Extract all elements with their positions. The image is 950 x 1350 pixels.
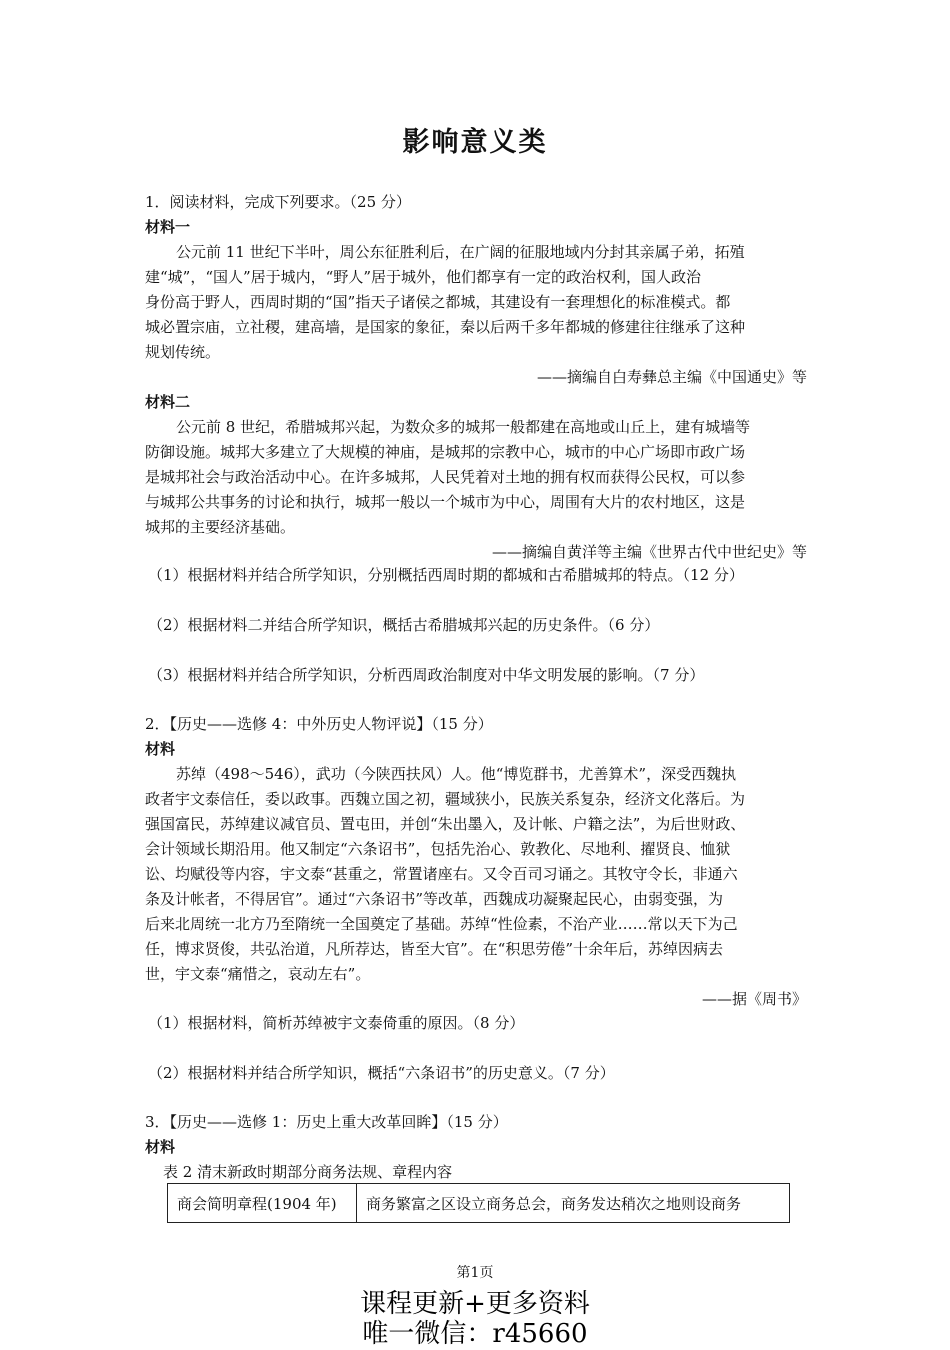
- material-1-label: 材料一: [145, 218, 191, 236]
- material-line: 城邦的主要经济基础。: [145, 518, 296, 536]
- material-1-text: [145, 240, 807, 365]
- question-1-sub-1: （1）根据材料并结合所学知识，分别概括西周时期的都城和古希腊城邦的特点。（12 分）: [148, 566, 744, 584]
- material-line: 会计领域长期沿用。他又制定“六条诏书”，包括先治心、敦教化、尽地利、擢贤良、恤狱: [145, 840, 731, 858]
- question-2-sub-1: （1）根据材料，简析苏绰被宇文泰倚重的原因。（8 分）: [148, 1014, 525, 1032]
- question-2-source: ——据《周书》: [701, 990, 807, 1008]
- material-line: 强国富民，苏绰建议减官员、置屯田，并创“朱出墨入，及计帐、户籍之法”，为后世财政、: [145, 815, 746, 833]
- question-2-material-label: 材料: [145, 740, 176, 758]
- material-line: 城必置宗庙，立社稷，建高墙，是国家的象征，秦以后两千多年都城的修建往往继承了这种: [145, 318, 746, 336]
- material-line: 规划传统。: [145, 343, 221, 361]
- promo-line-2: 唯一微信：r45660: [362, 1319, 588, 1349]
- question-1-header: 1．阅读材料，完成下列要求。（25 分）: [145, 193, 411, 211]
- material-2-source: ——摘编自黄洋等主编《世界古代中世纪史》等: [491, 543, 807, 561]
- material-line: 公元前 11 世纪下半叶，周公东征胜利后，在广阔的征服地域内分封其亲属子弟，拓殖: [176, 243, 745, 261]
- question-3: [145, 1110, 807, 1185]
- question-3-material-label: 材料: [145, 1138, 176, 1156]
- material-line: 建“城”，“国人”居于城内，“野人”居于城外，他们都享有一定的政治权利，国人政治: [145, 268, 702, 286]
- question-2-material-text: [145, 762, 807, 987]
- material-line: 是城邦社会与政治活动中心。在许多城邦，人民凭着对土地的拥有权而获得公民权，可以参: [145, 468, 746, 486]
- commerce-law-table: [167, 1183, 790, 1223]
- material-line: 身份高于野人，西周时期的“国”指天子诸侯之都城，其建设有一套理想化的标准模式。都: [145, 293, 731, 311]
- material-line: 苏绰（498～546），武功（今陕西扶风）人。他“博览群书，尤善算术”，深受西魏执: [176, 765, 737, 783]
- question-1: [145, 190, 807, 565]
- question-2: [145, 712, 807, 1012]
- material-line: 世，宇文泰“痛惜之，哀动左右”。: [145, 965, 371, 983]
- material-line: 条及计帐者，不得居官”。通过“六条诏书”等改革，西魏成功凝聚起民心，由弱变强，为: [145, 890, 724, 908]
- question-1-sub-2: （2）根据材料二并结合所学知识，概括古希腊城邦兴起的历史条件。（6 分）: [148, 616, 660, 634]
- material-line: 后来北周统一北方乃至隋统一全国奠定了基础。苏绰“性俭素，不治产业……常以天下为己: [145, 915, 738, 933]
- material-line: 公元前 8 世纪，希腊城邦兴起，为数众多的城邦一般都建在高地或山丘上，建有城墙等: [176, 418, 751, 436]
- material-line: 政者宇文泰信任，委以政事。西魏立国之初，疆域狭小，民族关系复杂，经济文化落后。为: [145, 790, 746, 808]
- table-row: [168, 1184, 790, 1223]
- material-2-label: 材料二: [145, 393, 191, 411]
- material-line: 防御设施。城邦大多建立了大规模的神庙，是城邦的宗教中心，城市的中心广场即市政广场: [145, 443, 746, 461]
- material-2-text: [145, 415, 807, 540]
- page-number: 第1页: [456, 1265, 494, 1281]
- table-caption: 表 2 清末新政时期部分商务法规、章程内容: [163, 1163, 453, 1181]
- question-2-sub-2: （2）根据材料并结合所学知识，概括“六条诏书”的历史意义。（7 分）: [148, 1064, 615, 1082]
- table-cell-name: 商会简明章程(1904 年): [168, 1184, 357, 1223]
- material-line: 与城邦公共事务的讨论和执行，城邦一般以一个城市为中心，周围有大片的农村地区，这是: [145, 493, 746, 511]
- table-cell-content: 商务繁富之区设立商务总会，商务发达稍次之地则设商务: [357, 1184, 790, 1223]
- material-1-source: ——摘编自白寿彝总主编《中国通史》等: [536, 368, 807, 386]
- material-line: 讼、均赋役等内容，宇文泰“甚重之，常置诸座右。又令百司习诵之。其牧守令长，非通六: [145, 865, 738, 883]
- question-2-header: 2．【历史——选修 4：中外历史人物评说】（15 分）: [145, 715, 493, 733]
- question-3-header: 3．【历史——选修 1：历史上重大改革回眸】（15 分）: [145, 1113, 508, 1131]
- page-title: 影响意义类: [402, 127, 548, 158]
- promo-line-1: 课程更新+更多资料: [360, 1289, 590, 1319]
- question-1-sub-3: （3）根据材料并结合所学知识，分析西周政治制度对中华文明发展的影响。（7 分）: [148, 666, 705, 684]
- material-line: 任，博求贤俊，共弘治道，凡所荐达，皆至大官”。在“积思劳倦”十余年后，苏绰因病去: [145, 940, 724, 958]
